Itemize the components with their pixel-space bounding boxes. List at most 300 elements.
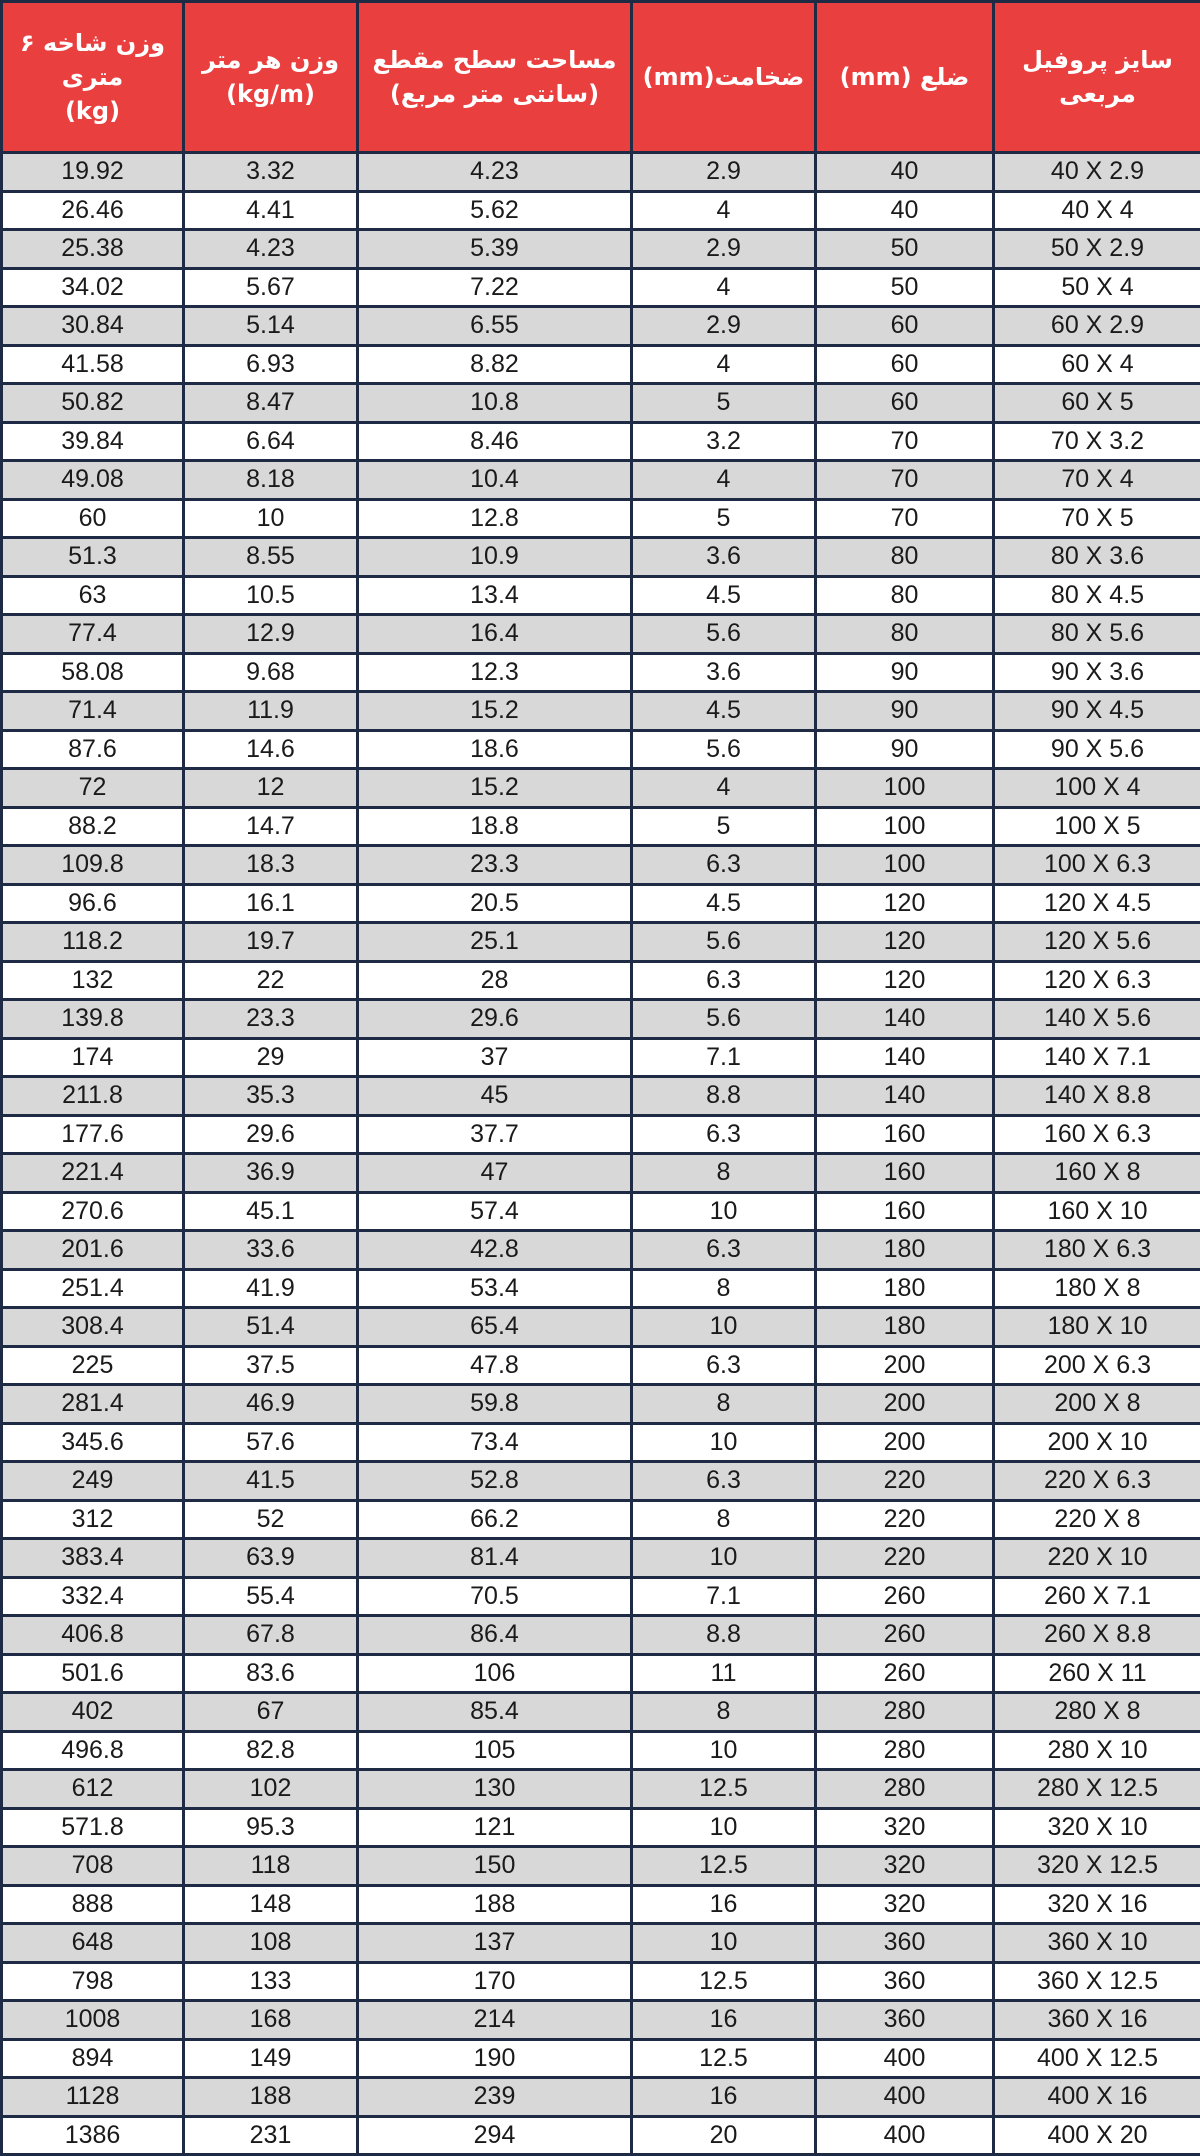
cell-weight-per-meter: 188	[184, 2078, 358, 2117]
cell-thickness: 6.3	[632, 1346, 816, 1385]
cell-side-length: 70	[816, 422, 994, 461]
cell-thickness: 6.3	[632, 1231, 816, 1270]
cell-weight-per-meter: 9.68	[184, 653, 358, 692]
cell-side-length: 40	[816, 153, 994, 192]
cell-side-length: 200	[816, 1346, 994, 1385]
cell-weight-6m: 177.6	[2, 1115, 184, 1154]
cell-weight-per-meter: 14.7	[184, 807, 358, 846]
cell-cross-section-area: 47.8	[358, 1346, 632, 1385]
cell-side-length: 400	[816, 2078, 994, 2117]
cell-thickness: 12.5	[632, 1847, 816, 1886]
cell-cross-section-area: 28	[358, 961, 632, 1000]
table-row	[2, 384, 1200, 423]
cell-side-length: 70	[816, 499, 994, 538]
cell-profile-size: 140 X 7.1	[994, 1038, 1200, 1077]
table-header	[2, 2, 1200, 153]
cell-profile-size: 50 X 2.9	[994, 230, 1200, 269]
cell-profile-size: 200 X 8	[994, 1385, 1200, 1424]
cell-side-length: 400	[816, 2116, 994, 2155]
cell-side-length: 100	[816, 807, 994, 846]
cell-cross-section-area: 5.39	[358, 230, 632, 269]
cell-side-length: 280	[816, 1693, 994, 1732]
table-row	[2, 692, 1200, 731]
cell-profile-size: 220 X 8	[994, 1500, 1200, 1539]
cell-weight-per-meter: 8.55	[184, 538, 358, 577]
cell-side-length: 60	[816, 307, 994, 346]
cell-profile-size: 280 X 10	[994, 1731, 1200, 1770]
table-row	[2, 846, 1200, 885]
cell-cross-section-area: 57.4	[358, 1192, 632, 1231]
cell-side-length: 90	[816, 653, 994, 692]
table-row	[2, 1616, 1200, 1655]
cell-cross-section-area: 6.55	[358, 307, 632, 346]
table-row	[2, 1770, 1200, 1809]
cell-profile-size: 360 X 10	[994, 1924, 1200, 1963]
cell-weight-per-meter: 83.6	[184, 1654, 358, 1693]
cell-side-length: 80	[816, 615, 994, 654]
cell-weight-6m: 109.8	[2, 846, 184, 885]
cell-thickness: 10	[632, 1192, 816, 1231]
cell-side-length: 360	[816, 1962, 994, 2001]
table-row	[2, 1654, 1200, 1693]
table-row	[2, 2039, 1200, 2078]
table-row	[2, 307, 1200, 346]
cell-weight-per-meter: 82.8	[184, 1731, 358, 1770]
cell-weight-6m: 1386	[2, 2116, 184, 2155]
cell-cross-section-area: 170	[358, 1962, 632, 2001]
cell-profile-size: 40 X 4	[994, 191, 1200, 230]
table-row	[2, 1038, 1200, 1077]
cell-thickness: 10	[632, 1924, 816, 1963]
cell-cross-section-area: 20.5	[358, 884, 632, 923]
cell-weight-per-meter: 29.6	[184, 1115, 358, 1154]
cell-side-length: 220	[816, 1539, 994, 1578]
cell-weight-per-meter: 108	[184, 1924, 358, 1963]
cell-side-length: 120	[816, 961, 994, 1000]
cell-weight-6m: 648	[2, 1924, 184, 1963]
cell-side-length: 120	[816, 884, 994, 923]
table-row	[2, 2001, 1200, 2040]
cell-side-length: 280	[816, 1770, 994, 1809]
cell-thickness: 10	[632, 1731, 816, 1770]
cell-weight-per-meter: 102	[184, 1770, 358, 1809]
table-row	[2, 1346, 1200, 1385]
cell-weight-6m: 251.4	[2, 1269, 184, 1308]
cell-weight-6m: 708	[2, 1847, 184, 1886]
cell-side-length: 100	[816, 769, 994, 808]
cell-profile-size: 400 X 12.5	[994, 2039, 1200, 2078]
cell-thickness: 6.3	[632, 961, 816, 1000]
cell-thickness: 3.6	[632, 538, 816, 577]
cell-profile-size: 120 X 6.3	[994, 961, 1200, 1000]
cell-side-length: 90	[816, 730, 994, 769]
cell-cross-section-area: 16.4	[358, 615, 632, 654]
table-row	[2, 1077, 1200, 1116]
table-row	[2, 1423, 1200, 1462]
cell-profile-size: 140 X 5.6	[994, 1000, 1200, 1039]
cell-profile-size: 200 X 6.3	[994, 1346, 1200, 1385]
cell-side-length: 160	[816, 1115, 994, 1154]
cell-cross-section-area: 12.3	[358, 653, 632, 692]
cell-cross-section-area: 15.2	[358, 769, 632, 808]
cell-weight-6m: 501.6	[2, 1654, 184, 1693]
cell-weight-6m: 77.4	[2, 615, 184, 654]
cell-weight-6m: 88.2	[2, 807, 184, 846]
cell-profile-size: 120 X 4.5	[994, 884, 1200, 923]
cell-weight-6m: 26.46	[2, 191, 184, 230]
cell-side-length: 180	[816, 1231, 994, 1270]
cell-weight-per-meter: 8.18	[184, 461, 358, 500]
cell-cross-section-area: 137	[358, 1924, 632, 1963]
cell-weight-per-meter: 33.6	[184, 1231, 358, 1270]
cell-weight-6m: 332.4	[2, 1577, 184, 1616]
cell-weight-6m: 383.4	[2, 1539, 184, 1578]
cell-profile-size: 280 X 8	[994, 1693, 1200, 1732]
table-row	[2, 730, 1200, 769]
cell-weight-per-meter: 5.14	[184, 307, 358, 346]
cell-profile-size: 180 X 10	[994, 1308, 1200, 1347]
table-row	[2, 1924, 1200, 1963]
cell-weight-per-meter: 16.1	[184, 884, 358, 923]
cell-weight-per-meter: 10	[184, 499, 358, 538]
cell-thickness: 4	[632, 268, 816, 307]
header-cross-section-area: مساحت سطح مقطع (سانتی متر مربع)	[358, 2, 632, 153]
cell-weight-6m: 58.08	[2, 653, 184, 692]
table-row	[2, 1962, 1200, 2001]
cell-weight-6m: 798	[2, 1962, 184, 2001]
cell-profile-size: 220 X 6.3	[994, 1462, 1200, 1501]
cell-cross-section-area: 10.8	[358, 384, 632, 423]
cell-side-length: 160	[816, 1192, 994, 1231]
cell-cross-section-area: 37.7	[358, 1115, 632, 1154]
cell-weight-per-meter: 10.5	[184, 576, 358, 615]
cell-weight-per-meter: 11.9	[184, 692, 358, 731]
cell-weight-per-meter: 149	[184, 2039, 358, 2078]
table-row	[2, 1577, 1200, 1616]
cell-cross-section-area: 8.82	[358, 345, 632, 384]
cell-profile-size: 60 X 2.9	[994, 307, 1200, 346]
cell-profile-size: 100 X 6.3	[994, 846, 1200, 885]
table-row	[2, 1269, 1200, 1308]
cell-thickness: 12.5	[632, 1962, 816, 2001]
table-row	[2, 1731, 1200, 1770]
cell-cross-section-area: 29.6	[358, 1000, 632, 1039]
cell-profile-size: 120 X 5.6	[994, 923, 1200, 962]
cell-thickness: 16	[632, 2078, 816, 2117]
cell-weight-6m: 174	[2, 1038, 184, 1077]
cell-profile-size: 60 X 4	[994, 345, 1200, 384]
table-row	[2, 615, 1200, 654]
cell-cross-section-area: 188	[358, 1885, 632, 1924]
cell-cross-section-area: 65.4	[358, 1308, 632, 1347]
cell-profile-size: 90 X 3.6	[994, 653, 1200, 692]
cell-weight-6m: 612	[2, 1770, 184, 1809]
cell-side-length: 320	[816, 1885, 994, 1924]
table-row	[2, 1192, 1200, 1231]
cell-weight-6m: 41.58	[2, 345, 184, 384]
cell-weight-per-meter: 55.4	[184, 1577, 358, 1616]
cell-thickness: 10	[632, 1423, 816, 1462]
cell-cross-section-area: 66.2	[358, 1500, 632, 1539]
cell-weight-6m: 571.8	[2, 1808, 184, 1847]
cell-weight-6m: 894	[2, 2039, 184, 2078]
cell-weight-6m: 201.6	[2, 1231, 184, 1270]
cell-thickness: 2.9	[632, 307, 816, 346]
cell-thickness: 7.1	[632, 1577, 816, 1616]
cell-weight-6m: 281.4	[2, 1385, 184, 1424]
cell-profile-size: 260 X 7.1	[994, 1577, 1200, 1616]
table-row	[2, 461, 1200, 500]
cell-profile-size: 80 X 4.5	[994, 576, 1200, 615]
cell-cross-section-area: 150	[358, 1847, 632, 1886]
cell-cross-section-area: 81.4	[358, 1539, 632, 1578]
cell-weight-6m: 496.8	[2, 1731, 184, 1770]
cell-profile-size: 320 X 16	[994, 1885, 1200, 1924]
cell-side-length: 120	[816, 923, 994, 962]
cell-side-length: 60	[816, 384, 994, 423]
cell-weight-6m: 402	[2, 1693, 184, 1732]
cell-profile-size: 80 X 5.6	[994, 615, 1200, 654]
cell-profile-size: 70 X 3.2	[994, 422, 1200, 461]
cell-cross-section-area: 106	[358, 1654, 632, 1693]
cell-thickness: 11	[632, 1654, 816, 1693]
cell-weight-6m: 406.8	[2, 1616, 184, 1655]
cell-weight-per-meter: 52	[184, 1500, 358, 1539]
cell-weight-per-meter: 67	[184, 1693, 358, 1732]
cell-weight-6m: 308.4	[2, 1308, 184, 1347]
table-row	[2, 1500, 1200, 1539]
cell-cross-section-area: 42.8	[358, 1231, 632, 1270]
cell-side-length: 60	[816, 345, 994, 384]
cell-weight-per-meter: 18.3	[184, 846, 358, 885]
cell-thickness: 20	[632, 2116, 816, 2155]
cell-thickness: 4	[632, 345, 816, 384]
cell-weight-6m: 71.4	[2, 692, 184, 731]
table-row	[2, 153, 1200, 192]
cell-side-length: 260	[816, 1654, 994, 1693]
cell-cross-section-area: 25.1	[358, 923, 632, 962]
cell-thickness: 2.9	[632, 230, 816, 269]
header-side-length: ضلع (mm)	[816, 2, 994, 153]
cell-side-length: 200	[816, 1423, 994, 1462]
cell-weight-per-meter: 23.3	[184, 1000, 358, 1039]
cell-weight-per-meter: 45.1	[184, 1192, 358, 1231]
cell-side-length: 50	[816, 268, 994, 307]
cell-thickness: 4.5	[632, 576, 816, 615]
cell-cross-section-area: 5.62	[358, 191, 632, 230]
table-row	[2, 1115, 1200, 1154]
cell-thickness: 7.1	[632, 1038, 816, 1077]
cell-cross-section-area: 86.4	[358, 1616, 632, 1655]
cell-weight-per-meter: 148	[184, 1885, 358, 1924]
cell-weight-per-meter: 36.9	[184, 1154, 358, 1193]
cell-weight-6m: 888	[2, 1885, 184, 1924]
table-row	[2, 230, 1200, 269]
cell-weight-per-meter: 29	[184, 1038, 358, 1077]
cell-profile-size: 60 X 5	[994, 384, 1200, 423]
cell-side-length: 140	[816, 1000, 994, 1039]
cell-cross-section-area: 4.23	[358, 153, 632, 192]
cell-thickness: 3.6	[632, 653, 816, 692]
cell-side-length: 260	[816, 1616, 994, 1655]
cell-weight-6m: 63	[2, 576, 184, 615]
cell-weight-per-meter: 6.93	[184, 345, 358, 384]
table-row	[2, 191, 1200, 230]
cell-thickness: 8	[632, 1500, 816, 1539]
table-row	[2, 538, 1200, 577]
cell-weight-per-meter: 168	[184, 2001, 358, 2040]
cell-weight-6m: 51.3	[2, 538, 184, 577]
cell-weight-6m: 50.82	[2, 384, 184, 423]
cell-weight-per-meter: 46.9	[184, 1385, 358, 1424]
cell-weight-per-meter: 37.5	[184, 1346, 358, 1385]
cell-profile-size: 200 X 10	[994, 1423, 1200, 1462]
cell-cross-section-area: 53.4	[358, 1269, 632, 1308]
cell-profile-size: 180 X 8	[994, 1269, 1200, 1308]
cell-weight-6m: 118.2	[2, 923, 184, 962]
cell-cross-section-area: 18.8	[358, 807, 632, 846]
cell-side-length: 40	[816, 191, 994, 230]
cell-weight-per-meter: 12	[184, 769, 358, 808]
cell-thickness: 5	[632, 499, 816, 538]
cell-side-length: 220	[816, 1500, 994, 1539]
table-row	[2, 653, 1200, 692]
cell-weight-per-meter: 19.7	[184, 923, 358, 962]
cell-cross-section-area: 10.9	[358, 538, 632, 577]
cell-weight-per-meter: 4.41	[184, 191, 358, 230]
header-weight-per-meter: وزن هر متر (kg/m)	[184, 2, 358, 153]
cell-profile-size: 320 X 12.5	[994, 1847, 1200, 1886]
cell-weight-6m: 312	[2, 1500, 184, 1539]
cell-side-length: 320	[816, 1847, 994, 1886]
cell-weight-per-meter: 12.9	[184, 615, 358, 654]
cell-profile-size: 260 X 11	[994, 1654, 1200, 1693]
table-row	[2, 576, 1200, 615]
cell-weight-6m: 25.38	[2, 230, 184, 269]
cell-profile-size: 180 X 6.3	[994, 1231, 1200, 1270]
table-row	[2, 422, 1200, 461]
cell-thickness: 5.6	[632, 1000, 816, 1039]
cell-profile-size: 100 X 5	[994, 807, 1200, 846]
cell-profile-size: 90 X 4.5	[994, 692, 1200, 731]
cell-profile-size: 400 X 16	[994, 2078, 1200, 2117]
cell-thickness: 16	[632, 2001, 816, 2040]
cell-profile-size: 90 X 5.6	[994, 730, 1200, 769]
cell-profile-size: 160 X 8	[994, 1154, 1200, 1193]
cell-weight-6m: 270.6	[2, 1192, 184, 1231]
cell-thickness: 5	[632, 807, 816, 846]
cell-cross-section-area: 190	[358, 2039, 632, 2078]
cell-side-length: 70	[816, 461, 994, 500]
cell-cross-section-area: 239	[358, 2078, 632, 2117]
cell-weight-6m: 87.6	[2, 730, 184, 769]
cell-weight-per-meter: 4.23	[184, 230, 358, 269]
table-row	[2, 499, 1200, 538]
cell-weight-per-meter: 5.67	[184, 268, 358, 307]
cell-side-length: 90	[816, 692, 994, 731]
cell-cross-section-area: 85.4	[358, 1693, 632, 1732]
cell-cross-section-area: 7.22	[358, 268, 632, 307]
header-profile-size: سایز پروفیل مربعی	[994, 2, 1200, 153]
cell-weight-6m: 30.84	[2, 307, 184, 346]
cell-thickness: 10	[632, 1808, 816, 1847]
cell-weight-per-meter: 22	[184, 961, 358, 1000]
cell-profile-size: 100 X 4	[994, 769, 1200, 808]
table-row	[2, 1693, 1200, 1732]
cell-side-length: 180	[816, 1308, 994, 1347]
cell-thickness: 5.6	[632, 730, 816, 769]
cell-weight-6m: 49.08	[2, 461, 184, 500]
cell-thickness: 10	[632, 1308, 816, 1347]
cell-profile-size: 280 X 12.5	[994, 1770, 1200, 1809]
cell-profile-size: 70 X 5	[994, 499, 1200, 538]
cell-side-length: 320	[816, 1808, 994, 1847]
cell-weight-6m: 19.92	[2, 153, 184, 192]
cell-profile-size: 50 X 4	[994, 268, 1200, 307]
cell-thickness: 5	[632, 384, 816, 423]
cell-profile-size: 360 X 16	[994, 2001, 1200, 2040]
cell-profile-size: 320 X 10	[994, 1808, 1200, 1847]
cell-profile-size: 70 X 4	[994, 461, 1200, 500]
cell-weight-per-meter: 8.47	[184, 384, 358, 423]
cell-thickness: 4.5	[632, 884, 816, 923]
cell-side-length: 260	[816, 1577, 994, 1616]
cell-cross-section-area: 52.8	[358, 1462, 632, 1501]
cell-cross-section-area: 13.4	[358, 576, 632, 615]
cell-thickness: 8.8	[632, 1077, 816, 1116]
cell-cross-section-area: 130	[358, 1770, 632, 1809]
cell-weight-6m: 34.02	[2, 268, 184, 307]
cell-weight-per-meter: 231	[184, 2116, 358, 2155]
cell-cross-section-area: 23.3	[358, 846, 632, 885]
cell-weight-per-meter: 3.32	[184, 153, 358, 192]
cell-side-length: 360	[816, 2001, 994, 2040]
cell-weight-6m: 221.4	[2, 1154, 184, 1193]
cell-thickness: 6.3	[632, 846, 816, 885]
table-row	[2, 1847, 1200, 1886]
cell-weight-per-meter: 51.4	[184, 1308, 358, 1347]
cell-weight-6m: 139.8	[2, 1000, 184, 1039]
cell-weight-per-meter: 67.8	[184, 1616, 358, 1655]
table-body	[2, 153, 1200, 2155]
cell-profile-size: 360 X 12.5	[994, 1962, 1200, 2001]
cell-cross-section-area: 12.8	[358, 499, 632, 538]
cell-weight-per-meter: 133	[184, 1962, 358, 2001]
cell-side-length: 400	[816, 2039, 994, 2078]
cell-cross-section-area: 47	[358, 1154, 632, 1193]
table-row	[2, 1308, 1200, 1347]
cell-profile-size: 40 X 2.9	[994, 153, 1200, 192]
cell-profile-size: 220 X 10	[994, 1539, 1200, 1578]
cell-side-length: 160	[816, 1154, 994, 1193]
cell-thickness: 3.2	[632, 422, 816, 461]
cell-cross-section-area: 59.8	[358, 1385, 632, 1424]
table-row	[2, 1154, 1200, 1193]
cell-thickness: 8	[632, 1269, 816, 1308]
cell-side-length: 80	[816, 576, 994, 615]
table-row	[2, 2078, 1200, 2117]
cell-thickness: 8	[632, 1693, 816, 1732]
cell-thickness: 5.6	[632, 923, 816, 962]
cell-thickness: 8	[632, 1385, 816, 1424]
cell-cross-section-area: 18.6	[358, 730, 632, 769]
cell-side-length: 180	[816, 1269, 994, 1308]
cell-weight-6m: 345.6	[2, 1423, 184, 1462]
cell-cross-section-area: 121	[358, 1808, 632, 1847]
table-row	[2, 1462, 1200, 1501]
cell-thickness: 6.3	[632, 1115, 816, 1154]
cell-thickness: 4	[632, 769, 816, 808]
